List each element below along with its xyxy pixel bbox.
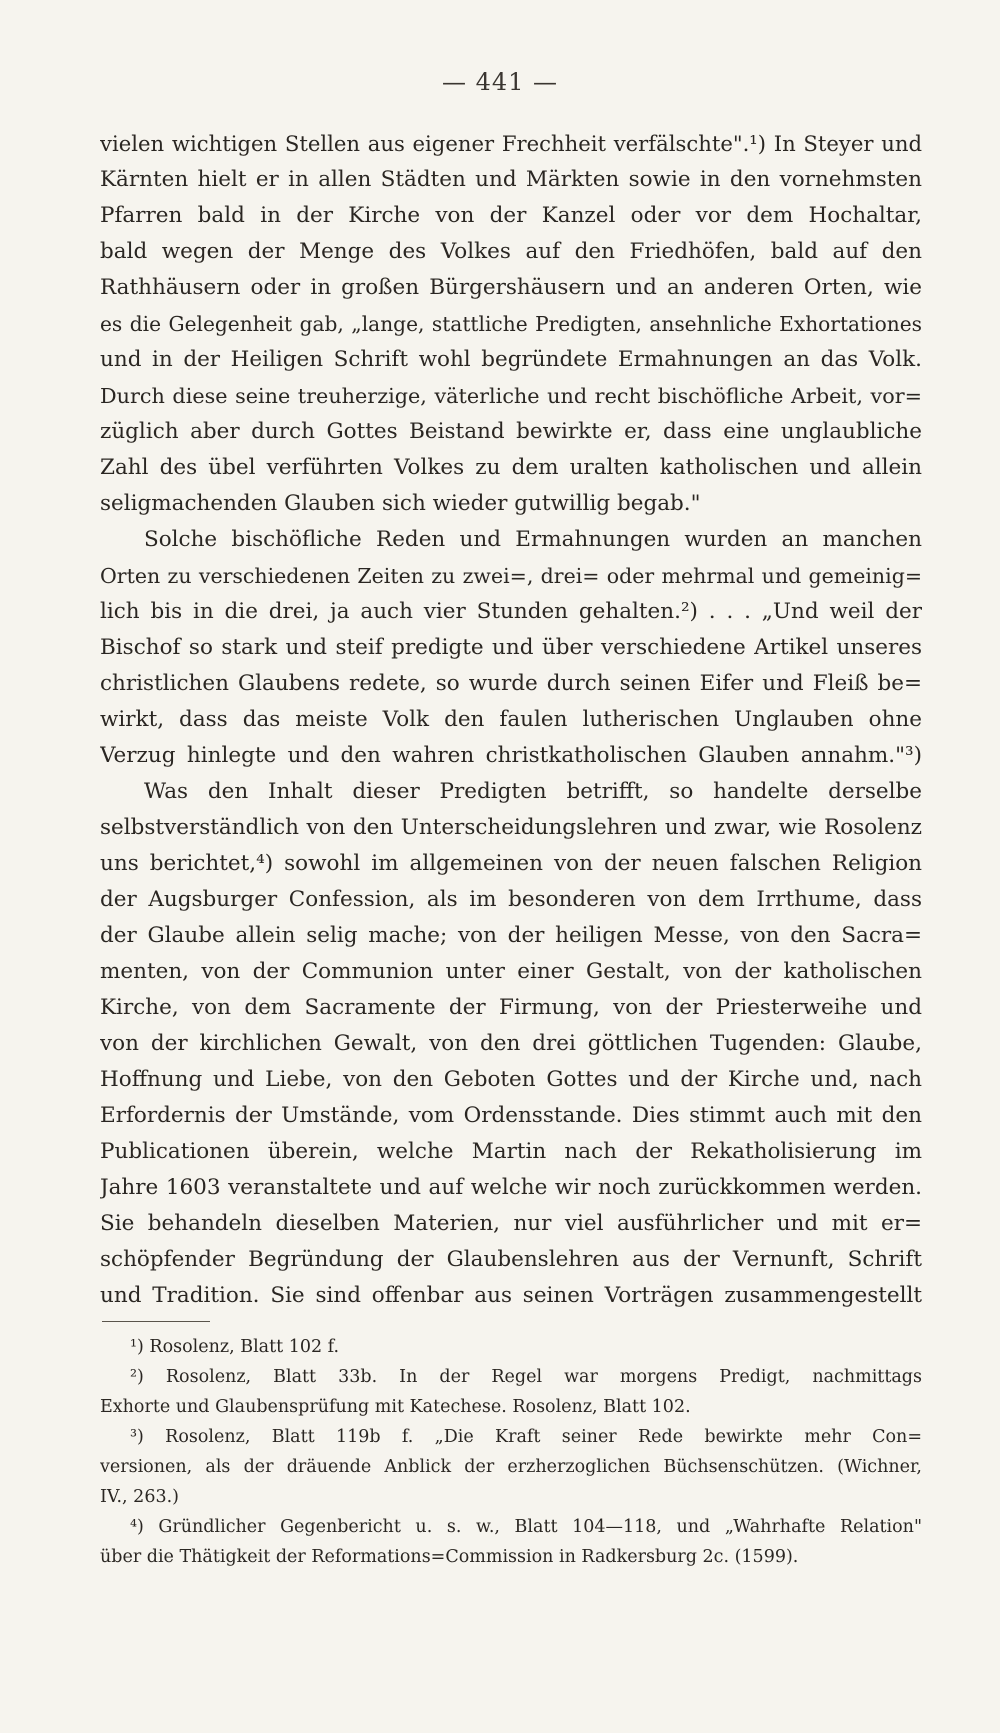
body-line: der Glaube allein selig mache; von der heiligen Messe, von den Sacra= (100, 923, 922, 948)
footnote-line: Exhorte und Glaubensprüfung mit Katechese. Rosolenz, Blatt 102. (100, 1397, 691, 1417)
body-line: bald wegen der Menge des Volkes auf den Friedhöfen, bald auf den (100, 239, 922, 264)
footnote-line: ³) Rosolenz, Blatt 119b f. „Die Kraft seiner Rede bewirkte mehr Con= (130, 1427, 922, 1447)
body-line: Rathhäusern oder in großen Bürgershäusern und an anderen Orten, wie (100, 275, 922, 300)
body-line: menten, von der Communion unter einer Gestalt, von der katholischen (100, 959, 922, 984)
body-line: seligmachenden Glauben sich wieder gutwillig begab." (100, 491, 701, 516)
footnote-line: ⁴) Gründlicher Gegenbericht u. s. w., Blatt 104—118, und „Wahrhafte Relation" (130, 1517, 922, 1537)
footnote-line: IV., 263.) (100, 1487, 179, 1507)
body-line: züglich aber durch Gottes Beistand bewirkte er, dass eine unglaubliche (100, 419, 922, 444)
footnote-line: ²) Rosolenz, Blatt 33b. In der Regel war morgens Predigt, nachmittags (130, 1367, 922, 1387)
body-line: Publicationen überein, welche Martin nach der Rekatholisierung im (100, 1139, 922, 1164)
body-line: Solche bischöfliche Reden und Ermahnungen wurden an manchen (144, 527, 922, 552)
body-line: es die Gelegenheit gab, „lange, stattliche Predigten, ansehnliche Exhortationes (100, 312, 922, 336)
body-line: Was den Inhalt dieser Predigten betrifft, so handelte derselbe (144, 779, 922, 804)
body-line: schöpfender Begründung der Glaubenslehren aus der Vernunft, Schrift (100, 1247, 922, 1272)
footnote-line: über die Thätigkeit der Reformations=Commission in Radkersburg 2c. (1599). (100, 1547, 799, 1567)
body-line: Jahre 1603 veranstaltete und auf welche wir noch zurückkommen werden. (100, 1175, 922, 1200)
body-line: Hoffnung und Liebe, von den Geboten Gottes und der Kirche und, nach (100, 1067, 922, 1092)
body-line: Zahl des übel verführten Volkes zu dem uralten katholischen und allein (100, 455, 922, 480)
footnote-line: ¹) Rosolenz, Blatt 102 f. (130, 1337, 340, 1357)
body-line: selbstverständlich von den Unterscheidungslehren und zwar, wie Rosolenz (100, 815, 922, 840)
body-line: lich bis in die drei, ja auch vier Stunden gehalten.²) . . . „Und weil der (100, 599, 922, 624)
body-line: der Augsburger Confession, als im besonderen von dem Irrthume, dass (100, 887, 922, 912)
body-line: Sie behandeln dieselben Materien, nur viel ausführlicher und mit er= (100, 1211, 922, 1236)
body-line: uns berichtet,⁴) sowohl im allgemeinen von der neuen falschen Religion (100, 851, 922, 876)
footnotes (100, 1332, 922, 1572)
body-line: Erfordernis der Umstände, vom Ordensstande. Dies stimmt auch mit den (100, 1103, 922, 1128)
page-number: — 441 — (441, 68, 559, 96)
body-line: und Tradition. Sie sind offenbar aus seinen Vorträgen zusammengestellt (100, 1283, 922, 1308)
body-line: Kirche, von dem Sacramente der Firmung, von der Priesterweihe und (100, 995, 922, 1020)
body-line: christlichen Glaubens redete, so wurde durch seinen Eifer und Fleiß be= (100, 671, 922, 696)
body-line: Orten zu verschiedenen Zeiten zu zwei=, drei= oder mehrmal und gemeinig= (100, 564, 922, 588)
body-line: Verzug hinlegte und den wahren christkatholischen Glauben annahm."³) (100, 743, 922, 768)
body-line: Pfarren bald in der Kirche von der Kanzel oder vor dem Hochaltar, (100, 203, 922, 228)
body-line: wirkt, dass das meiste Volk den faulen lutherischen Unglauben ohne (100, 707, 922, 732)
body-line: von der kirchlichen Gewalt, von den drei göttlichen Tugenden: Glaube, (100, 1031, 922, 1056)
body-line: vielen wichtigen Stellen aus eigener Frechheit verfälschte".¹) In Steyer und (100, 131, 922, 156)
body-text (100, 126, 922, 1314)
body-line: Durch diese seine treuherzige, väterliche und recht bischöfliche Arbeit, vor= (100, 384, 922, 408)
body-line: Bischof so stark und steif predigte und über verschiedene Artikel unseres (100, 635, 922, 660)
body-line: und in der Heiligen Schrift wohl begründete Ermahnungen an das Volk. (100, 347, 922, 372)
body-line: Kärnten hielt er in allen Städten und Märkten sowie in den vornehmsten (100, 167, 922, 192)
footnote-divider (102, 1321, 210, 1322)
footnote-line: versionen, als der dräuende Anblick der erzherzoglichen Büchsenschützen. (Wichner, (100, 1457, 922, 1477)
